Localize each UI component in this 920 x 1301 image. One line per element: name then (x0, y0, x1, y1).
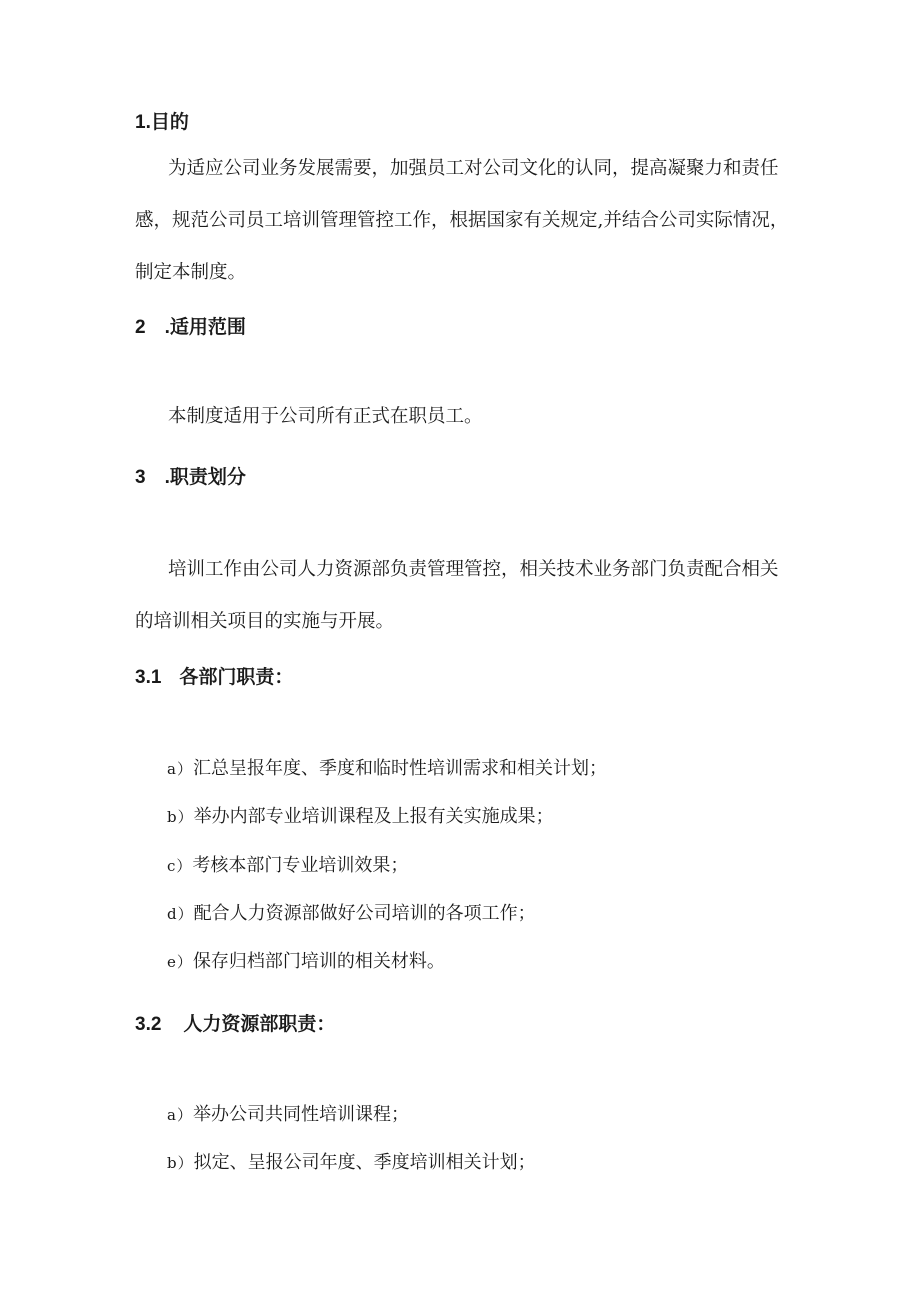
section-2-heading (135, 316, 246, 340)
list-item: b）举办内部专业培训课程及上报有关实施成果； (167, 806, 554, 827)
section-3-1-heading (135, 666, 293, 690)
list-item: a）举办公司共同性培训课程； (167, 1104, 409, 1125)
section-3-2-number: 3.2 (135, 1014, 162, 1035)
section-1-number: 1. (135, 112, 151, 133)
section-3-2-title: 人力资源部职责： (183, 1014, 336, 1035)
section-3-1-number: 3.1 (135, 667, 162, 688)
section-3-1-title: 各部门职责： (179, 667, 294, 688)
section-1-body: 为适应公司业务发展需要，加强员工对公司文化的认同，提高凝聚力和责任感，规范公司员工培训管理管控工作，根据国家有关规定,并结合公司实际情况，制定本制度。 (135, 158, 789, 283)
section-3-number: 3 . (135, 467, 170, 488)
section-2-title: 适用范围 (169, 317, 246, 338)
section-2-body: 本制度适用于公司所有正式在职员工。 (168, 406, 483, 427)
list-item: e）保存归档部门培训的相关材料。 (167, 951, 445, 972)
section-3-heading (135, 466, 246, 490)
section-1-heading (135, 111, 189, 135)
section-2-number: 2 . (135, 317, 170, 338)
section-3-title: 职责划分 (169, 467, 246, 488)
list-item: c）考核本部门专业培训效果； (167, 855, 409, 876)
list-item: a）汇总呈报年度、季度和临时性培训需求和相关计划； (167, 758, 607, 779)
list-item: d）配合人力资源部做好公司培训的各项工作； (167, 903, 536, 924)
section-1-title: 目的 (150, 112, 189, 133)
section-3-2-heading (135, 1013, 335, 1037)
section-3-body: 培训工作由公司人力资源部负责管理管控，相关技术业务部门负责配合相关的培训相关项目的实施与开展。 (135, 559, 779, 632)
list-item: b）拟定、呈报公司年度、季度培训相关计划； (167, 1152, 536, 1173)
